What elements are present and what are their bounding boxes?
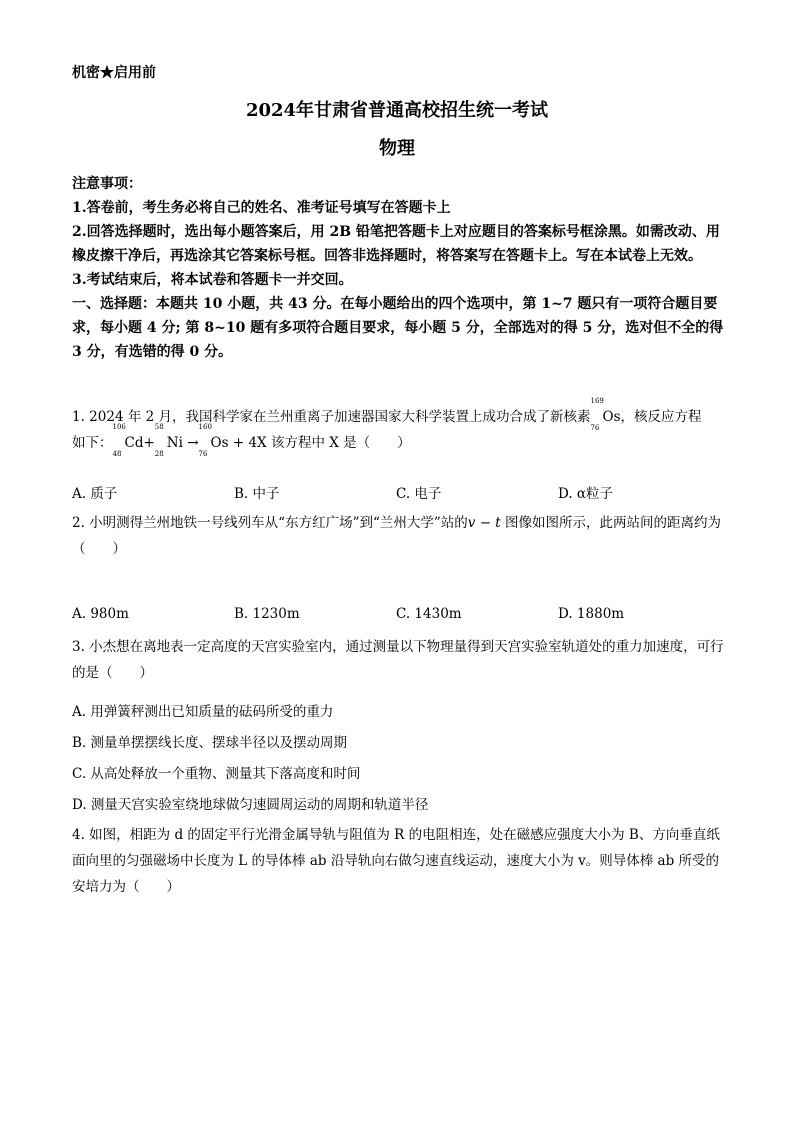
q3-option-d[interactable]: D. 测量天宫实验室绕地球做匀速圆周运动的周期和轨道半径 xyxy=(72,797,429,813)
question-1-text-b: ，核反应方程 xyxy=(620,409,702,425)
q2-option-b[interactable]: B. 1230m xyxy=(234,606,300,622)
section-heading: 一、选择题：本题共 10 小题，共 43 分。在每小题给出的四个选项中，第 1~7 题只有一项符合题目要求，每小题 4 分; 第 8~10 题有多项符合题目要求，每小题 5 分，全部选对的得 5 分，选对但不全的得 3 分，有选错的得 0 分。 xyxy=(72,296,724,360)
question-2-text-a: 2. 小明测得兰州地铁一号线列车从“东方红广场”到“兰州大学”站的 xyxy=(72,515,468,531)
q3-option-c[interactable]: C. 从高处释放一个重物、测量其下落高度和时间 xyxy=(72,766,361,782)
ni-mass: 58 xyxy=(154,423,164,431)
os-charge: 76 xyxy=(198,450,208,458)
question-1-line-2 xyxy=(72,423,724,458)
nuclide-cd xyxy=(112,423,144,458)
cd-mass: 106 xyxy=(112,423,126,431)
q1-option-c[interactable]: C. 电子 xyxy=(396,486,442,502)
q2-option-d[interactable]: D. 1880m xyxy=(558,606,625,622)
nuclide-os-160 xyxy=(198,423,229,458)
question-3 xyxy=(72,634,724,686)
confidential-mark: 机密★启用前 xyxy=(72,65,156,81)
subject-title: 物理 xyxy=(379,138,415,159)
question-4 xyxy=(72,822,724,900)
cd-symbol: Cd xyxy=(124,435,144,451)
q2-option-a[interactable]: A. 980m xyxy=(72,606,129,622)
ni-charge: 28 xyxy=(154,450,164,458)
exam-title: 2024年甘肃省普通高校招生统一考试 xyxy=(245,100,549,121)
question-3-options xyxy=(72,697,724,821)
equation-tail: + 4X xyxy=(232,435,267,451)
q1-option-b[interactable]: B. 中子 xyxy=(234,486,280,502)
vt-symbol: v − t xyxy=(467,515,501,531)
nuclide-mass: 169 xyxy=(590,397,604,405)
q1-option-d[interactable]: D. α粒子 xyxy=(558,486,614,502)
nuclide-ni xyxy=(154,423,183,458)
q1-option-a[interactable]: A. 质子 xyxy=(72,486,118,502)
question-4-text: 4. 如图，相距为 d 的固定平行光滑金属导轨与阻值为 R 的电阻相连，处在磁感应强度大小为 B、方向垂直纸面向里的匀强磁场中长度为 L 的导体棒 ab 沿导轨向右做匀速直线运动，速度大小为 v。则导体棒 ab 所受的安培力为（ ） xyxy=(72,827,720,895)
notes-item-2: 2.回答选择题时，选出每小题答案后，用 2B 铅笔把答题卡上对应题目的答案标号框涂黑。如需改动、用橡皮擦干净后，再选涂其它答案标号框。回答非选择题时，将答案写在答题卡上。写在本试卷上无效。 xyxy=(72,224,720,264)
cd-charge: 48 xyxy=(112,450,122,458)
question-1-text-a: 1. 2024 年 2 月，我国科学家在兰州重离子加速器国家大科学装置上成功合成了新核素 xyxy=(72,409,591,425)
nuclide-charge: 76 xyxy=(590,424,600,432)
reaction-arrow: → xyxy=(187,435,199,451)
nuclide-os-169 xyxy=(590,397,621,432)
question-2-text-b: 图像如图所示，此两站间的距离约为（ ） xyxy=(72,515,722,557)
notes-item-3: 3.考试结束后，将本试卷和答题卡一并交回。 xyxy=(72,272,353,288)
nuclide-symbol: Os xyxy=(602,409,621,425)
q2-option-c[interactable]: C. 1430m xyxy=(396,606,462,622)
question-1-text-d: 该方程中 X 是（ ） xyxy=(270,435,411,451)
question-3-text: 3. 小杰想在离地表一定高度的天宫实验室内，通过测量以下物理量得到天宫实验室轨道处的重力加速度，可行的是（ ） xyxy=(72,639,724,681)
notes-heading: 注意事项： xyxy=(72,176,142,192)
question-1-line-1 xyxy=(72,397,724,432)
question-1 xyxy=(72,397,724,458)
notes-item-1: 1.答卷前，考生务必将自己的姓名、准考证号填写在答题卡上 xyxy=(72,200,451,216)
plus-sign: + xyxy=(143,435,155,451)
question-1-text-c: 如下： xyxy=(72,435,113,451)
question-2 xyxy=(72,510,724,562)
ni-symbol: Ni xyxy=(166,435,183,451)
os-mass: 160 xyxy=(198,423,212,431)
q3-option-b[interactable]: B. 测量单摆摆线长度、摆球半径以及摆动周期 xyxy=(72,735,348,751)
question-2-text xyxy=(72,510,724,562)
notes-block xyxy=(72,172,732,364)
q3-option-a[interactable]: A. 用弹簧秤测出已知质量的砝码所受的重力 xyxy=(72,704,334,720)
os-symbol: Os xyxy=(210,435,229,451)
